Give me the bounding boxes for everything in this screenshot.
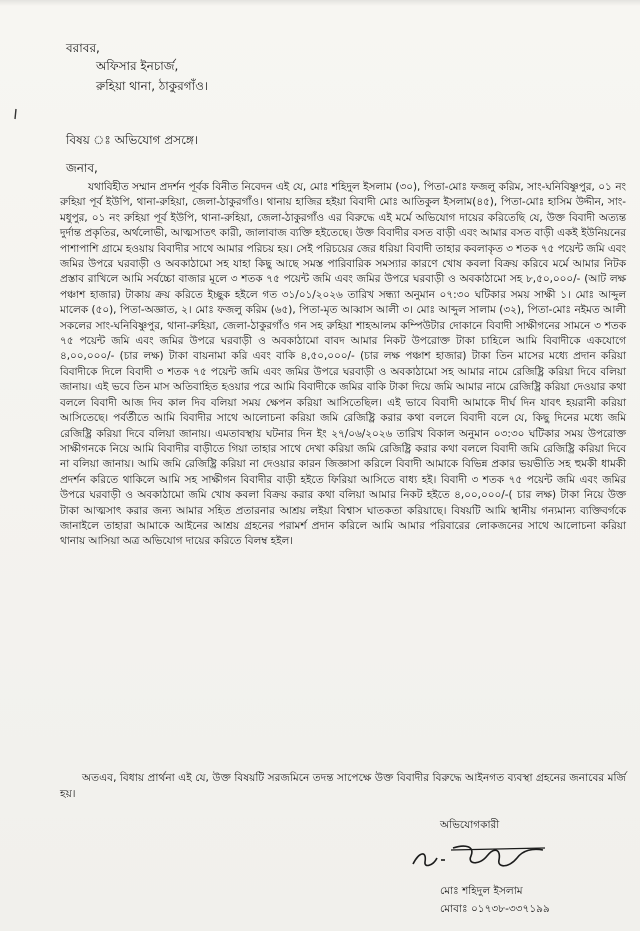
scan-edge-shadow: [0, 0, 640, 6]
complainant-mobile: মোবাঃ ০১৭৩৮-৩৩৭১৯৯: [440, 903, 550, 915]
to-line: বরাবর,: [66, 41, 100, 55]
complainant-name: মোঃ শহিদুল ইসলাম: [440, 885, 523, 897]
salutation: জনাব,: [66, 161, 98, 175]
letter-body: যথাবিহীত সম্মান প্রদর্শন পূর্বক বিনীত নিবেদন এই যে, মোঃ শহিদুল ইসলাম (৩০), পিতা-মোঃ ফজলু করিম, সাং-ঘনিবিষ্ণুপুর, ০১ নং রুহিয়া পূর্ব ইউপি, থানা-রুহিয়া, জেলা-ঠাকুরগাঁও। থানায় হাজির হইয়া বিবাদী মোঃ আতিকুল ইসলাম(৪৫), পিতা-মোঃ হাসিম উদ্দীন, সাং-মধুপুর, ০১ নং রুহিয়া পূর্ব ইউপি, থানা-রুহিয়া, জেলা-ঠাকুরগাঁও এর বিরুদ্ধে এই মর্মে অভিযোগ দায়ের করিতেছি যে, উক্ত বিবাদী অত্যন্ত দুর্দান্ত প্রকৃতির, অর্থলোভী, আত্মসাতৎ কারী, জালাবাজ ব্যক্তি হইতেছে। উক্ত বিবাদীর বসত বাড়ী এবং আমার বসত বাড়ী একই ইউনিয়নের পাশাপাশি গ্রামে হওয়ায় বিবাদীর সাথে আমার পরিচয় হয়। সেই পরিচয়ের জের ধরিয়া বিবাদী তাহার কবলাকৃত ৩ শতক ৭৫ পয়েন্ট জমি এবং জমির উপরে ঘরবাড়ী ও অবকাঠামো সহ যাহা কিছু আছে সমস্ত পারিবারিক সমস্যার কারণে খোষ কবলা বিক্রয় করিবে মর্মে আমার নিটক প্রস্তাব রাখিলে আমি সর্বচ্চো বাজার মূলে ৩ শতক ৭৫ পয়েন্ট জমি এবং জমির উপরে ঘরবাড়ী ও অবকাঠামো সহ ৮,৫০,০০০/- (আট লক্ষ পঞ্চাশ হাজার) টাকায় ক্রয় করিতে ইচ্ছুক হইলে গত ৩১/০১/২০২৬ তারিখ সন্ধ্যা অনুমান ০৭:৩০ ঘটিকার সময় সাক্ষী ১। মোঃ আব্দুল মালেক (৫০), পিতা-অজ্ঞাত, ২। মোঃ ফজলু করিম (৬৫), পিতা-মৃত আব্বাস আলী ৩। মোঃ আব্দুল সালাম (৩২), পিতা-মোঃ নইমত আলী সকলের সাং-ঘনিবিষ্ণুপুর, থানা-রুহিয়া, জেলা-ঠাকুরগাঁও গন সহ রুহিয়া শাহআলম কম্পিউটার দোকানে বিবাদী সাক্ষীগনের সামনে ৩ শতক ৭৫ পয়েন্ট জমি এবং জমির উপরে ঘরবাড়ী ও অবকাঠামো বাবদ আমার নিকট উপরোক্ত টাকা চাহিলে আমি বিবাদীকে একযোগে ৪,০০,০০০/- (চার লক্ষ) টাকা বায়নামা করি এবং বাকি ৪,৫০,০০০/- (চার লক্ষ পঞ্চাশ হাজার) টাকা তিন মাসের মধ্যে প্রদান করিয়া বিবাদীকে দিলে বিবাদী ৩ শতক ৭৫ পয়েন্ট জমি এবং জমির উপরে ঘরবাড়ী ও অবকাঠামো সহ আমার নামে রেজিষ্ট্রি করিয়া দিবে বলিয়া জানায়। এই ভবে তিন মাস অতিবাহিত হওয়ার পরে আমি বিবাদীকে জমির বাকি টাকা দিয়ে জমি আমার নামে রেজিষ্ট্রি করিয়া দেওয়ার কথা বললে বিবাদী আজ দিব কাল দিব বলিয়া সময় ক্ষেপন করিয়া আসিতেছিল। এই ভাবে বিবাদী আমাকে দীর্ঘ দিন যাবৎ হয়রানী করিয়া আসিতেছে। পর্বর্তীতে আমি বিবাদীর সাথে আলোচনা করিয়া জমি রেজিষ্ট্রি করার কথা বললে বিবাদী বলে যে, কিছু দিনের মধ্যে জমি রেজিষ্ট্রি করিয়া দিবে বলিয়া জানায়। এমতাবস্থায় ঘটনার দিন ইং ২৭/০৬/২০২৬ তারিখ বিকাল অনুমান ০৩:৩০ ঘটিকার সময় উপরোক্ত সাক্ষীগনকে নিয়ে আমি বিবাদীর বাড়ীতে গিয়া তাহার সাথে দেখা করিয়া জমি রেজিষ্ট্রি করার কথা বললে বিবাদী জমি রেজিষ্ট্রি করিয়া দিবে না বলিয়া জানায়। আমি জমি রেজিষ্ট্রি করিয়া না দেওয়ার কারন জিজ্ঞাসা করিলে বিবাদী আমাকে বিভিন্ন প্রকার ভয়ভীতি সহ হুমকী ধামকী প্রদর্শন করিতে থাকিলে আমি সহ সাক্ষীগন বিবাদীর বাড়ী হইতে ফিরিয়া আসিতে বাধ্য হই। বিবাদী ৩ শতক ৭৫ পয়েন্ট জমি এবং জমির উপরে ঘরবাড়ী ও অবকাঠামো জমি খোষ কবলা বিক্রয় করার কথা বলিয়া আমার নিকট হইতে ৪,০০,০০০/-( চার লক্ষ) টাকা নিয়ে উক্ত টাকা আত্মসাৎ করার জন্য আমার সহিত প্রতারনার আশ্রয় লইয়া বিশ্বাস ঘাতকতা করিয়াছে। বিষয়টি আমি স্থানীয় গন্যমান্য ব্যক্তিবর্গকে জানাইলে তাহারা আমাকে আইনের আশ্রয় গ্রহনের পরামর্শ প্রদান করিলে আমি আমার পরিবারের লোকজনের সাথে আলোচনা করিয়া থানায় আসিয়া অত্র অভিযোগ দায়ের করিতে বিলম্ব হইল।: [60, 181, 626, 548]
margin-pen-mark: [12, 108, 20, 120]
closing-paragraph: অতএব, বিধায় প্রার্থনা এই যে, উক্ত বিষয়টি সরজমিনে তদন্ত সাপেক্ষে উক্ত বিবাদীর বিরুদ্ধে আইনগত ব্যবস্থা গ্রহনের জনাবের মর্জি হয়।: [60, 772, 626, 800]
complainant-label: অভিযোগকারী: [440, 819, 500, 831]
recipient-place: রুহিয়া থানা, ঠাকুরগাঁও।: [96, 79, 209, 93]
recipient-title: অফিসার ইনচার্জ,: [96, 59, 179, 73]
subject-line: বিষয় ঃ অভিযোগ প্রসঙ্গে।: [66, 133, 199, 147]
handwritten-signature: [405, 838, 555, 874]
